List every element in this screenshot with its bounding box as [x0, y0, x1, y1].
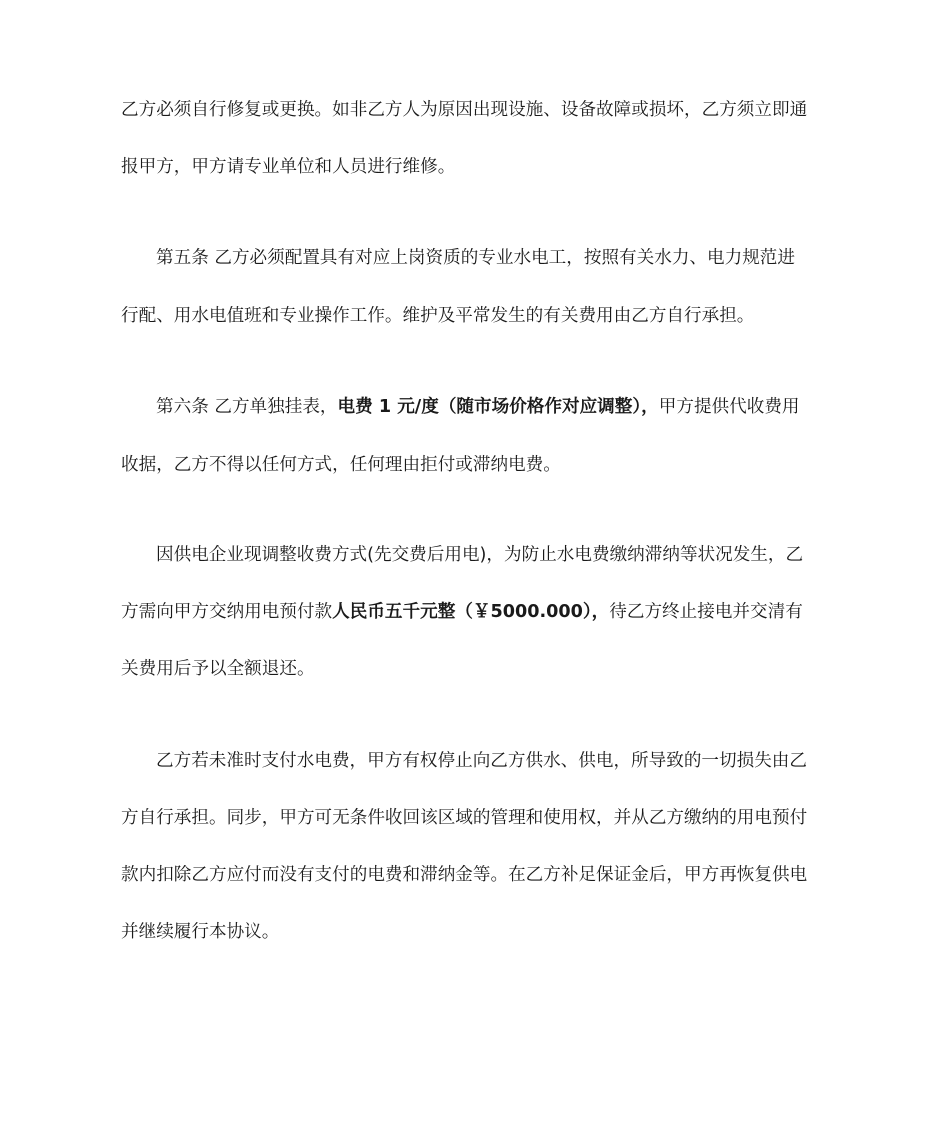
- late-payment-line-1: [156, 749, 833, 773]
- text-segment: 乙方必须自行修复或更换。如非乙方人为原因出现设施、设备故障或损坏，乙方须立即通: [121, 100, 808, 120]
- text-segment: 因供电企业现调整收费方式(先交费后用电)，为防止水电费缴纳滞纳等状况发生，乙: [156, 545, 804, 565]
- prepayment-line-2: [121, 600, 833, 624]
- paragraph-1-line-2: [121, 155, 833, 179]
- text-segment: 甲方提供代收费用: [658, 397, 800, 417]
- text-segment: 方需向甲方交纳用电预付款: [121, 602, 333, 622]
- paragraph-1-line-1: [121, 98, 833, 122]
- late-payment-line-2: [121, 806, 833, 830]
- late-payment-line-3: [121, 863, 833, 887]
- text-segment: 报甲方，甲方请专业单位和人员进行维修。: [121, 157, 456, 177]
- article-6-line-2: [121, 453, 833, 477]
- article-5-line-2: [121, 304, 833, 328]
- text-segment: 第六条 乙方单独挂表，: [156, 397, 338, 417]
- text-segment: 并继续履行本协议。: [121, 922, 280, 942]
- prepayment-line-3: [121, 657, 833, 681]
- prepayment-line-1: [156, 543, 833, 567]
- text-segment: 款内扣除乙方应付而没有支付的电费和滞纳金等。在乙方补足保证金后，甲方再恢复供电: [121, 865, 808, 885]
- text-segment: 收据，乙方不得以任何方式，任何理由拒付或滞纳电费。: [121, 455, 561, 475]
- late-payment-line-4: [121, 920, 833, 944]
- text-segment: 方自行承担。同步，甲方可无条件收回该区域的管理和使用权，并从乙方缴纳的用电预付: [121, 808, 808, 828]
- text-segment: 第五条 乙方必须配置具有对应上岗资质的专业水电工，按照有关水力、电力规范进: [156, 248, 795, 268]
- text-segment: 乙方若未准时支付水电费，甲方有权停止向乙方供水、供电，所导致的一切损失由乙: [156, 751, 807, 771]
- article-6-line-1: [156, 395, 833, 419]
- text-segment: 关费用后予以全额退还。: [121, 659, 315, 679]
- prepayment-amount-bold: 人民币五千元整（￥5000.000），: [332, 602, 610, 622]
- article-5-line-1: [156, 246, 833, 270]
- text-segment: 待乙方终止接电并交清有: [609, 602, 803, 622]
- text-segment: 行配、用水电值班和专业操作工作。维护及平常发生的有关费用由乙方自行承担。: [121, 306, 755, 326]
- electricity-rate-bold: 电费 1 元/度（随市场价格作对应调整），: [337, 397, 659, 417]
